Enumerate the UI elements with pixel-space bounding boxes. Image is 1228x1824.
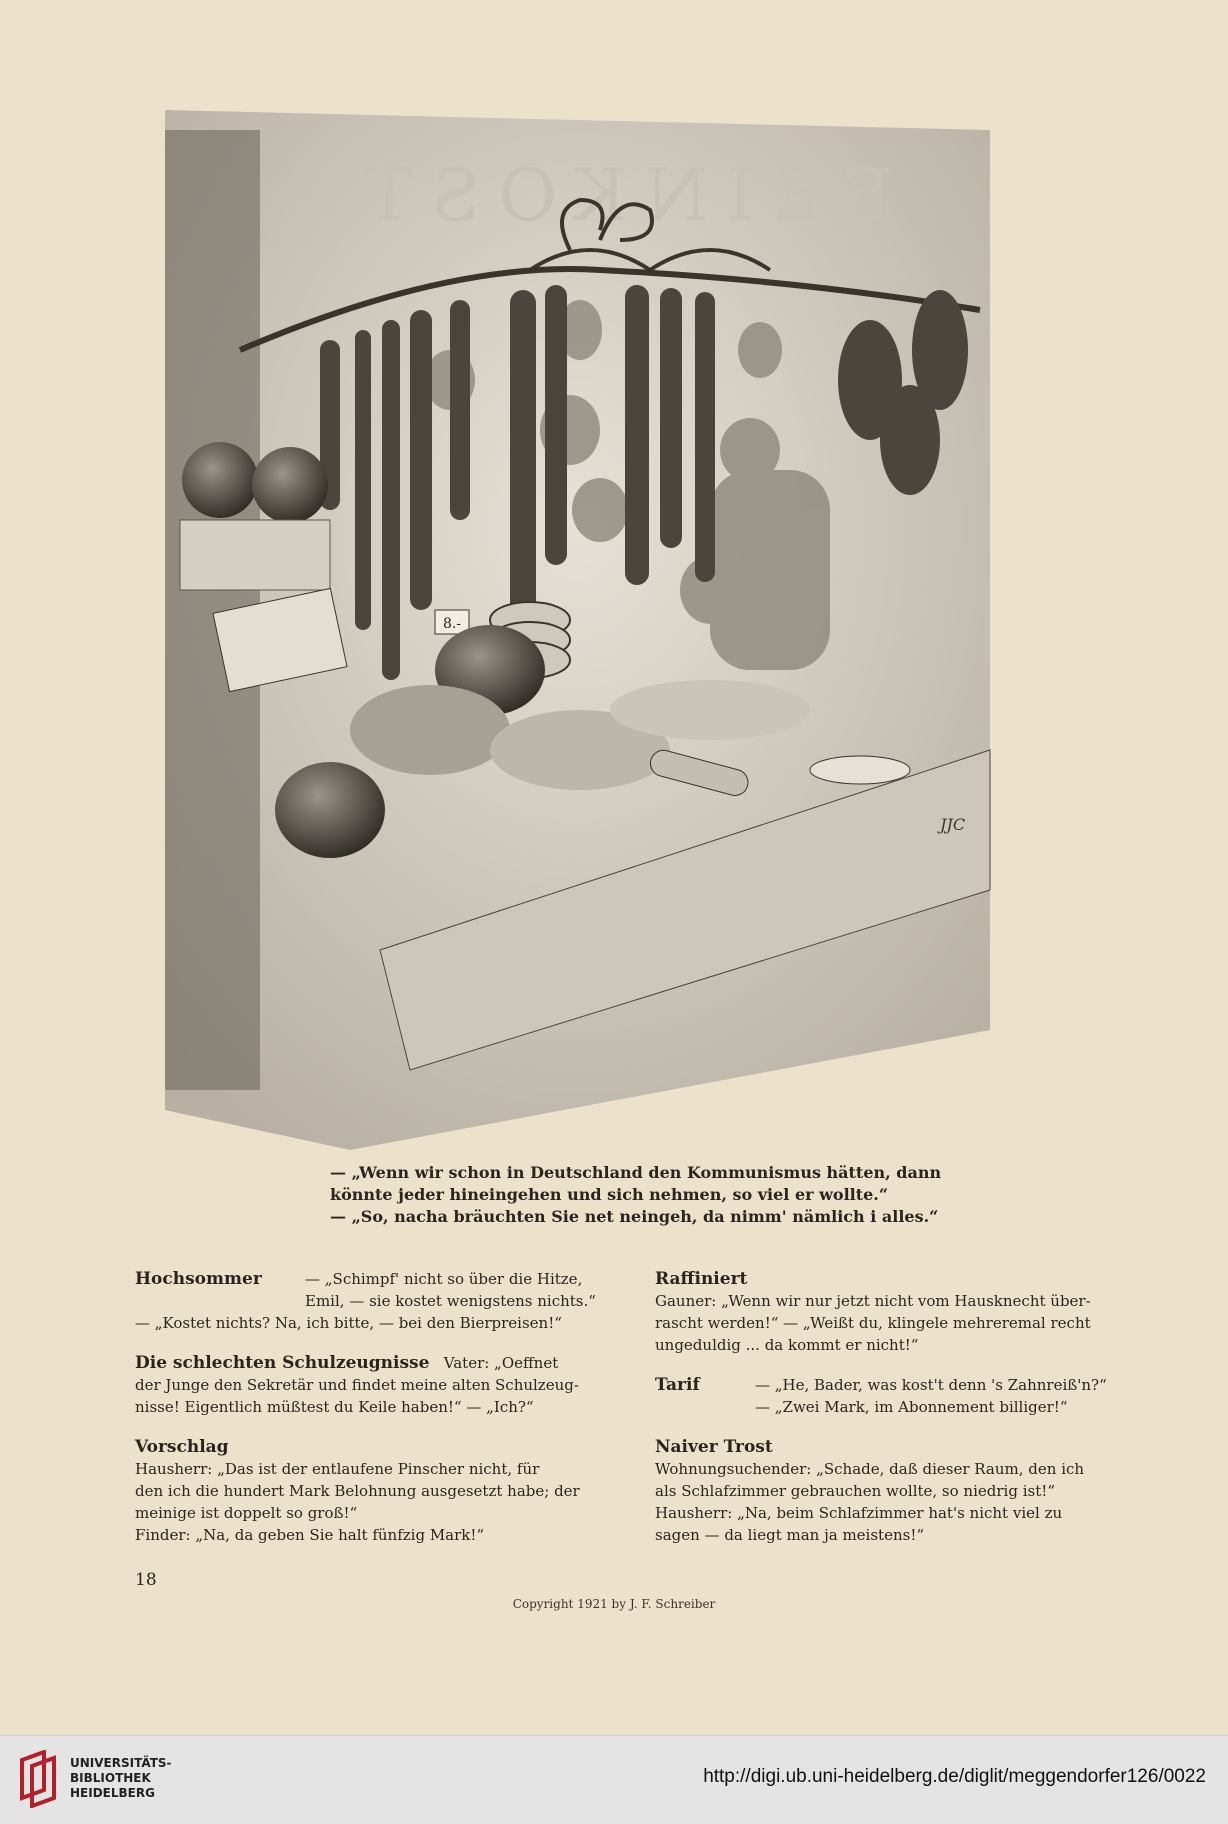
left-column xyxy=(135,1268,615,1564)
university-logo-icon[interactable] xyxy=(14,1750,62,1808)
joke-line: — „Schimpf' nicht so über die Hitze, xyxy=(305,1270,583,1288)
joke-line: Gauner: „Wenn wir nur jetzt nicht vom Hausknecht über- xyxy=(655,1292,1091,1310)
joke-line: nisse! Eigentlich müßtest du Keile haben!“ — „Ich?“ xyxy=(135,1398,534,1416)
joke-title: Naiver Trost xyxy=(655,1437,773,1457)
library-name-line: BIBLIOTHEK xyxy=(70,1771,151,1785)
joke-line: — „Kostet nichts? Na, ich bitte, — bei den Bierpreisen!“ xyxy=(135,1314,562,1332)
joke-line: den ich die hundert Mark Belohnung ausgesetzt habe; der xyxy=(135,1482,580,1500)
joke-line: Hausherr: „Na, beim Schlafzimmer hat's nicht viel zu xyxy=(655,1504,1063,1522)
right-column xyxy=(655,1268,1135,1564)
joke-title: Die schlechten Schulzeugnisse xyxy=(135,1353,430,1373)
price-tag-text: 8.- xyxy=(442,616,462,632)
joke-title: Raffiniert xyxy=(655,1269,748,1289)
joke-line: Vater: „Oeffnet xyxy=(443,1354,559,1372)
joke-naiver-trost xyxy=(655,1436,1135,1546)
caption-line: könnte jeder hineingehen und sich nehmen, so viel er wollte.“ xyxy=(330,1185,889,1204)
joke-title: Tarif xyxy=(655,1375,700,1395)
joke-line: rascht werden!“ — „Weißt du, klingele mehreremal recht xyxy=(655,1314,1091,1332)
artist-signature: JJC xyxy=(940,815,966,834)
cheese-ball xyxy=(182,442,258,518)
shop-sign-text: FEINKOST xyxy=(346,153,894,237)
plate xyxy=(810,756,910,784)
page-number: 18 xyxy=(135,1570,157,1590)
joke-line: meinige ist doppelt so groß!“ xyxy=(135,1504,358,1522)
joke-line: als Schlafzimmer gebrauchen wollte, so niedrig ist!“ xyxy=(655,1482,1055,1500)
library-name-line: HEIDELBERG xyxy=(70,1786,155,1800)
joke-line: — „Zwei Mark, im Abonnement billiger!“ xyxy=(755,1398,1068,1416)
joke-line: ungeduldig ... da kommt er nicht!“ xyxy=(655,1336,919,1354)
joke-line: Hausherr: „Das ist der entlaufene Pinscher nicht, für xyxy=(135,1460,540,1478)
joke-vorschlag xyxy=(135,1436,615,1546)
joke-title: Hochsommer xyxy=(135,1269,262,1289)
joke-line: Wohnungsuchender: „Schade, daß dieser Raum, den ich xyxy=(655,1460,1085,1478)
library-name-line: UNIVERSITÄTS- xyxy=(70,1756,172,1770)
copyright-line: Copyright 1921 by J. F. Schreiber xyxy=(512,1597,716,1611)
illustration-caption xyxy=(330,1162,942,1228)
cheese-ball xyxy=(252,447,328,523)
joke-line: Emil, — sie kostet wenigstens nichts.“ xyxy=(305,1292,596,1310)
joke-title: Vorschlag xyxy=(135,1437,229,1457)
library-name[interactable] xyxy=(70,1756,172,1801)
joke-line: Finder: „Na, da geben Sie halt fünfzig Mark!“ xyxy=(135,1526,485,1544)
joke-schulzeugnisse xyxy=(135,1352,615,1418)
joke-raffiniert xyxy=(655,1268,1135,1356)
joke-line: der Junge den Sekretär und findet meine alten Schulzeug- xyxy=(135,1376,579,1394)
deli-window-illustration xyxy=(150,110,1140,1150)
joke-line: sagen — da liegt man ja meistens!“ xyxy=(655,1526,925,1544)
permalink-url[interactable]: http://digi.ub.uni-heidelberg.de/diglit/meggendorfer126/0022 xyxy=(703,1766,1206,1787)
library-footer xyxy=(0,1735,1228,1824)
joke-line: — „He, Bader, was kost't denn 's Zahnreiß'n?“ xyxy=(755,1376,1107,1394)
caption-line: — „Wenn wir schon in Deutschland den Kommunismus hätten, dann xyxy=(330,1163,942,1182)
joke-hochsommer xyxy=(135,1268,615,1334)
counter-box xyxy=(180,520,330,590)
joke-tarif xyxy=(655,1374,1135,1418)
caption-line: — „So, nacha bräuchten Sie net neingeh, da nimm' nämlich i alles.“ xyxy=(330,1207,939,1226)
